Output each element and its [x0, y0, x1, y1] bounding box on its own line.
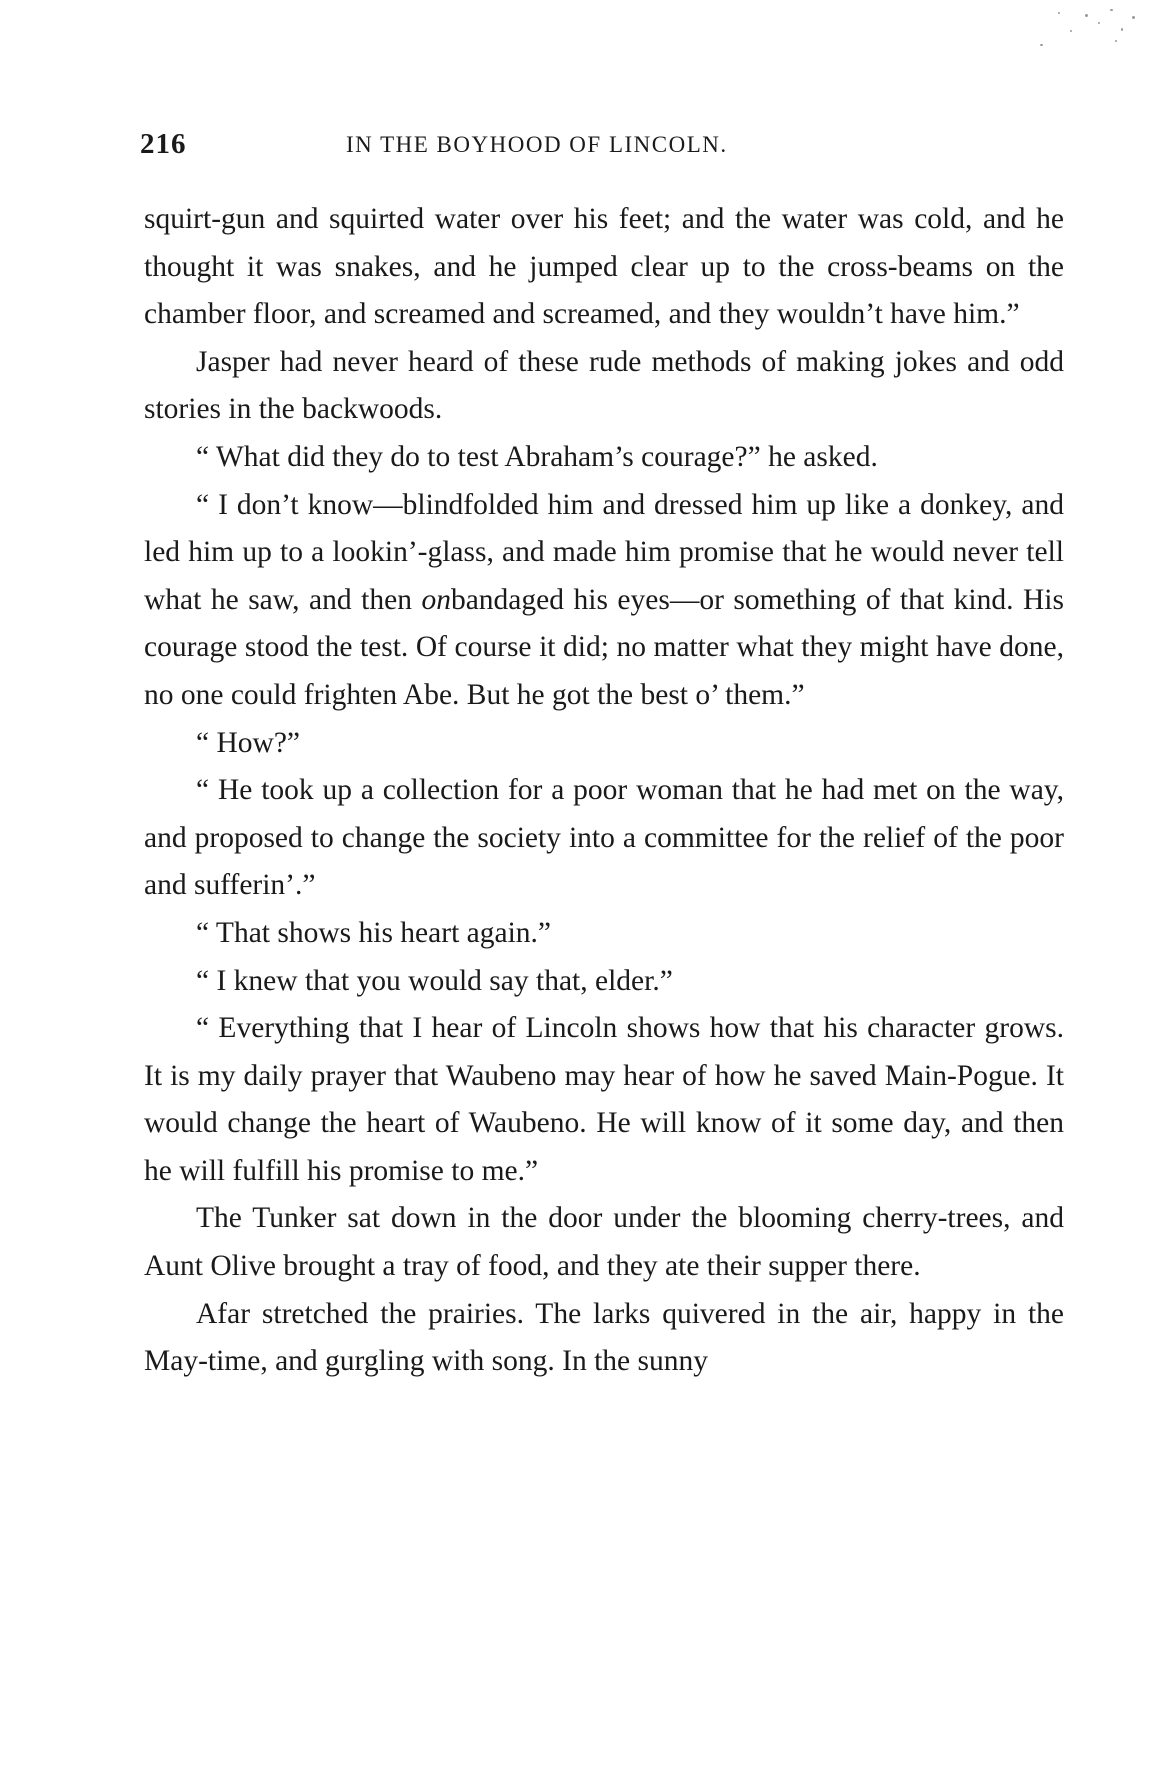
paragraph-4-after: bandaged his eyes—or something of that kind. His courage stood the test. Of course it did; no matter what they might have done, no one could frighten Abe. But he got the best o’ them.” — [144, 583, 1064, 711]
running-title: IN THE BOYHOOD OF LINCOLN. — [346, 132, 728, 157]
paragraph-4-before: “ I don’t know—blindfolded him and dressed him up like a donkey, and led him up to a lookin’-glass, and made him promise that he would never tell what he saw, and then — [144, 488, 1064, 616]
page-number: 216 — [140, 128, 187, 160]
paragraph-6: “ He took up a collection for a poor woman that he had met on the way, and proposed to change the society into a committee for the relief of the poor and sufferin’.” — [144, 774, 1064, 902]
paragraph-7: “ That shows his heart again.” — [196, 916, 551, 949]
body-text — [144, 196, 1064, 1386]
paragraph-8: “ I knew that you would say that, elder.” — [196, 964, 673, 997]
paragraph-3: “ What did they do to test Abraham’s courage?” he asked. — [196, 440, 878, 473]
running-head — [140, 128, 1060, 168]
paragraph-2: Jasper had never heard of these rude methods of making jokes and odd stories in the backwoods. — [144, 345, 1064, 426]
paragraph-1: squirt-gun and squirted water over his feet; and the water was cold, and he thought it was snakes, and he jumped clear up to the cross-beams on the chamber floor, and screamed and screamed, and they wouldn’t have him.” — [144, 203, 1064, 331]
paragraph-9: “ Everything that I hear of Lincoln shows how that his character grows. It is my daily prayer that Waubeno may hear of how he saved Main-Pogue. It would change the heart of Waubeno. He will know of it some day, and then he will fulfill his promise to me.” — [144, 1012, 1064, 1187]
paragraph-5: “ How?” — [196, 726, 301, 759]
paragraph-4-italic: on — [421, 583, 451, 616]
paragraph-11: Afar stretched the prairies. The larks quivered in the air, happy in the May-time, and gurgling with song. In the sunny — [144, 1297, 1064, 1378]
paragraph-4 — [144, 482, 1064, 720]
paragraph-10: The Tunker sat down in the door under the blooming cherry-trees, and Aunt Olive brought a tray of food, and they ate their supper there. — [144, 1202, 1064, 1283]
